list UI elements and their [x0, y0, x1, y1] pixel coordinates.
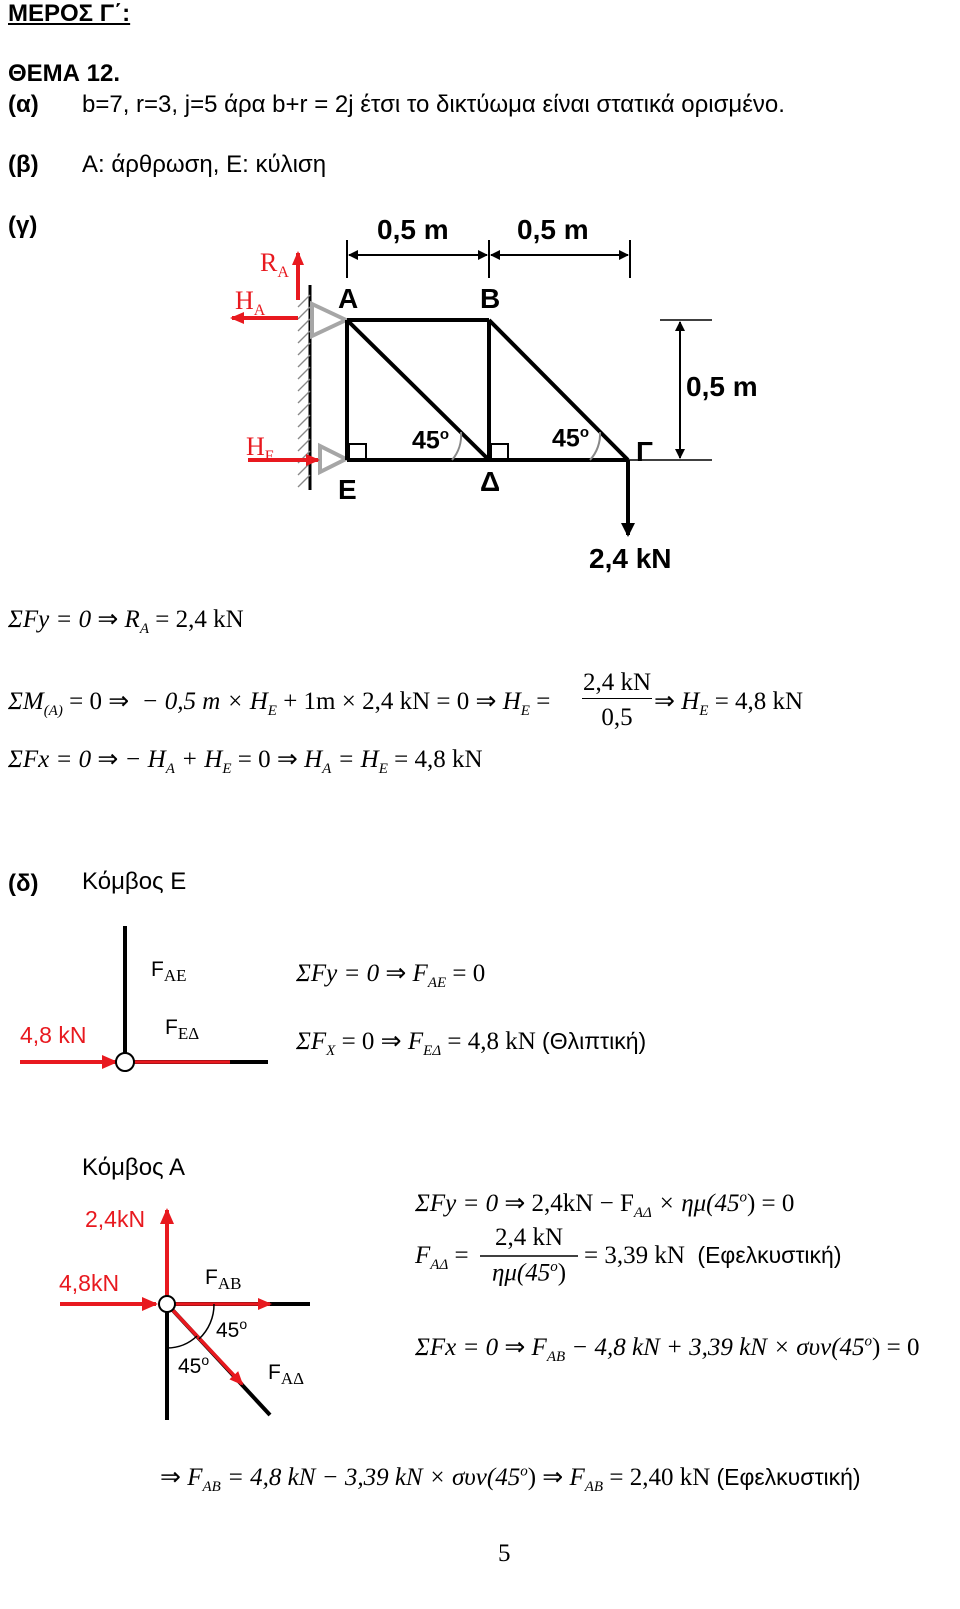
- equation-sum-fx: ΣFx = 0 ⇒ − $H_A + H_E = 0$ ⇒ $H_A = H_E = 4,8$ kN: [8, 746, 483, 777]
- equation-node-E-fy: ΣFy = 0 ⇒ $F_{AE} = 0$: [296, 960, 486, 991]
- equation-sum-fy: ΣFy = 0 ⇒ $R_A = 2,4$ kN: [8, 606, 244, 637]
- node-E-title: Κόμβος Ε: [82, 868, 187, 895]
- force-label-FAD: $F_{A\Delta}$: [268, 1361, 305, 1389]
- fraction-numerator: 2,4 kN: [582, 668, 652, 699]
- force-label-FAB: $F_{AB}$: [205, 1266, 242, 1294]
- equation-node-A-fx: ΣFx = 0 ⇒ $F_{AB} - 4,8$ kN + 3,39 kN × $\sigma\upsilon\nu(45^o) = 0$: [415, 1333, 920, 1365]
- fraction-denominator-node-A: ημ(45$^o$): [491, 1259, 567, 1287]
- angle-arc: [452, 432, 461, 460]
- angle-label-2: 45$^o$: [552, 424, 589, 453]
- node-label-A: A: [338, 283, 359, 314]
- force-label-FAE: $F_{AE}$: [151, 958, 187, 986]
- support-E: [320, 446, 346, 472]
- node-E-diagram: [20, 926, 268, 1071]
- dimension-label-vertical: 0,5 m: [686, 371, 758, 402]
- equation-moment: $\Sigma M_{(A)} = 0$ ⇒ − 0,5 $m \times H_E + 1m \times 2,4$ kN = 0 ⇒ $H_E$ =: [8, 688, 551, 719]
- beta-text: Α: άρθρωση, Ε: κύλιση: [82, 151, 327, 178]
- angle-arc: [590, 432, 600, 460]
- node-A-title: Κόμβος Α: [82, 1154, 185, 1181]
- beta-label: (β): [8, 151, 39, 178]
- alpha-text: b=7, r=3, j=5 άρα b+r = 2j έτσι το δικτύωμα είναι στατικά ορισμένο.: [82, 91, 785, 118]
- gamma-label: (γ): [8, 212, 38, 239]
- right-angle-mark: [349, 444, 366, 460]
- delta-label: (δ): [8, 870, 39, 897]
- equation-node-E-fx: $\Sigma F_X = 0$ ⇒ $F_{E\Delta} = 4,8$ kN (Θλιπτική): [296, 1028, 647, 1059]
- fraction-denominator: 0,5: [601, 704, 633, 731]
- equation-final-FAB: ⇒ $F_{AB} = 4,8$ kN − 3,39 kN × $\sigma\upsilon\nu(45^o)$ ⇒ $F_{AB} = 2,40$ kN (Εφελκυστική): [160, 1463, 861, 1495]
- node-label-G: Γ: [636, 436, 653, 467]
- topic-title: ΘΕΜΑ 12.: [8, 60, 121, 87]
- node-label-D: Δ: [480, 466, 501, 497]
- right-angle-mark: [491, 444, 508, 460]
- equation-node-A-FAD-result: = 3,39 kN (Εφελκυστική): [584, 1242, 842, 1269]
- load-label: 2,4 kN: [589, 543, 672, 574]
- reaction-HE-label: $H_E$: [246, 432, 275, 466]
- equation-node-A-FAD: $F_{A\Delta}$ =: [415, 1242, 469, 1273]
- dimension-label-2: 0,5 m: [517, 214, 589, 245]
- alpha-label: (α): [8, 91, 39, 118]
- page-number: 5: [498, 1540, 511, 1567]
- load-label-node-E: 4,8 kN: [20, 1022, 87, 1048]
- reaction-RA-label: $R_A$: [260, 248, 289, 282]
- dimension-label-1: 0,5 m: [377, 214, 449, 245]
- angle-label-node-A-1: 45$^o$: [216, 1316, 248, 1342]
- angle-label-1: 45$^o$: [412, 426, 449, 455]
- angle-label-node-A-2: 45$^o$: [178, 1352, 210, 1378]
- node-label-E: E: [338, 474, 357, 505]
- fraction-numerator-node-A: 2,4 kN: [494, 1224, 564, 1251]
- load-label-node-A-vertical: 2,4kN: [85, 1206, 146, 1232]
- equation-HE-result: ⇒ $H_E = 4,8$ kN: [654, 688, 804, 719]
- part-title: ΜΕΡΟΣ Γ΄:: [8, 0, 131, 27]
- equation-node-A-fy: ΣFy = 0 ⇒ $2,4kN - F_{A\Delta} \times \eta\mu(45^o) = 0$: [415, 1189, 795, 1221]
- load-label-node-A-horizontal: 4,8kN: [59, 1270, 120, 1296]
- reaction-HA-label: $H_A$: [235, 286, 266, 320]
- force-label-FED: $F_{E\Delta}$: [165, 1016, 200, 1044]
- node-label-B: B: [480, 283, 501, 314]
